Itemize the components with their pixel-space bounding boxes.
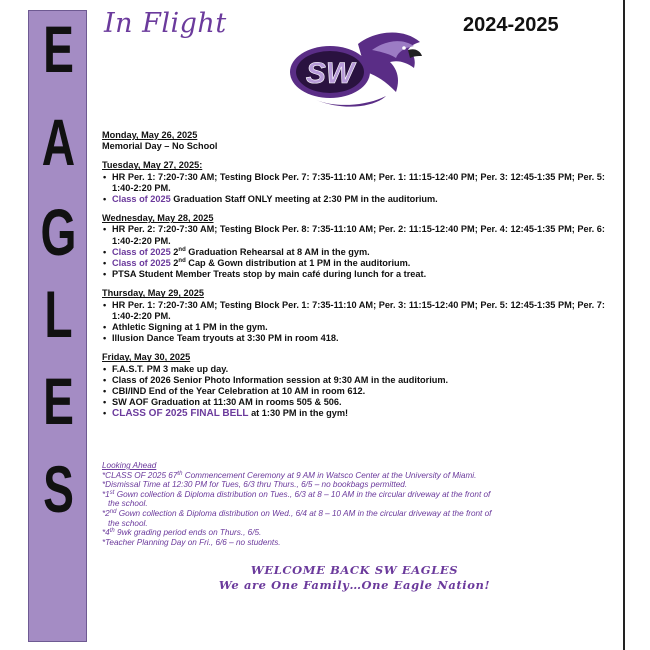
- sidebar-letter: S: [43, 452, 74, 526]
- schedule-item: • SW AOF Graduation at 11:30 AM in rooms 505 & 506.: [102, 397, 607, 408]
- schedule-item: • CLASS OF 2025 FINAL BELL at 1:30 PM in the gym!: [102, 408, 607, 419]
- eagle-logo: [286, 22, 426, 110]
- day-heading: Thursday, May 29, 2025: [102, 288, 204, 299]
- schedule-item: • Class of 2025 2nd Graduation Rehearsal at 8 AM in the gym.: [102, 247, 607, 258]
- looking-ahead-line: *Teacher Planning Day on Fri., 6/6 – no students.: [102, 537, 281, 547]
- looking-ahead-line: *2nd Gown collection & Diploma distribution on Wed., 6/4 at 8 – 10 AM in the circular driveway at the front of: [102, 508, 492, 518]
- day-heading: Friday, May 30, 2025: [102, 352, 191, 363]
- sidebar-letter: E: [43, 364, 74, 438]
- day-heading: Wednesday, May 28, 2025: [102, 213, 214, 224]
- schedule-item: • HR Per. 1: 7:20-7:30 AM; Testing Block Per. 7: 7:35-11:10 AM; Per. 1: 11:15-12:40 PM; Per. 3: 12:45-1:35 PM; Per. 5: 1:40-2:20 PM.: [102, 172, 607, 194]
- logo-text: SW: [305, 57, 355, 90]
- sidebar-letter: E: [43, 12, 74, 86]
- day-section: [102, 160, 607, 205]
- page-border: [623, 0, 625, 650]
- weekly-schedule: [102, 130, 607, 428]
- day-heading: Tuesday, May 27, 2025:: [102, 160, 203, 171]
- day-section: [102, 288, 607, 344]
- schedule-item: • HR Per. 2: 7:20-7:30 AM; Testing Block Per. 8: 7:35-11:10 AM; Per. 2: 11:15-12:40 PM; Per. 4: 12:45-1:35 PM; Per. 6: 1:40-2:20 PM.: [102, 224, 607, 246]
- schedule-item: • HR Per. 1: 7:20-7:30 AM; Testing Block Per. 1: 7:35-11:10 AM; Per. 3: 11:15-12:40 PM; Per. 5: 12:45-1:35 PM; Per. 7: 1:40-2:20 PM.: [102, 300, 607, 322]
- schedule-item: • Class of 2025 2nd Cap & Gown distribution at 1 PM in the auditorium.: [102, 258, 607, 269]
- day-section: [102, 352, 607, 419]
- sidebar-letter: G: [40, 195, 77, 269]
- day-section: [102, 213, 607, 280]
- looking-ahead-heading: Looking Ahead: [102, 461, 157, 470]
- schedule-item: • CBI/IND End of the Year Celebration at 10 AM in room 612.: [102, 386, 607, 397]
- sidebar-letter: L: [44, 277, 73, 351]
- newsletter-title: In Flight: [104, 8, 227, 39]
- looking-ahead-line: *CLASS OF 2025 67th Commencement Ceremony at 9 AM in Watsco Center at the University of Miami.: [102, 470, 477, 480]
- sidebar-letter: A: [41, 105, 76, 179]
- looking-ahead: [102, 461, 602, 547]
- welcome-banner: WELCOME BACK SW EAGLES: [250, 563, 459, 577]
- schedule-item: • Illusion Dance Team tryouts at 3:30 PM in room 418.: [102, 333, 607, 344]
- looking-ahead-line: *4th 9wk grading period ends on Thurs., 6/5.: [102, 528, 262, 538]
- schedule-item: • Class of 2026 Senior Photo Information session at 9:30 AM in the auditorium.: [102, 375, 607, 386]
- looking-ahead-line: *1st Gown collection & Diploma distribution on Tues., 6/3 at 8 – 10 AM in the circular driveway at the front of: [102, 489, 491, 499]
- looking-ahead-line: the school.: [108, 499, 148, 509]
- schedule-item: • F.A.S.T. PM 3 make up day.: [102, 364, 607, 375]
- day-section: [102, 130, 607, 152]
- eagles-sidebar: [28, 10, 87, 642]
- looking-ahead-line: the school.: [108, 518, 148, 528]
- schedule-item: • Class of 2025 Graduation Staff ONLY meeting at 2:30 PM in the auditorium.: [102, 194, 607, 205]
- school-year: 2024-2025: [463, 14, 559, 36]
- schedule-item: • Athletic Signing at 1 PM in the gym.: [102, 322, 607, 333]
- schedule-item: • PTSA Student Member Treats stop by main café during lunch for a treat.: [102, 269, 607, 280]
- day-heading: Monday, May 26, 2025: [102, 130, 198, 140]
- slogan-banner: We are One Family…One Eagle Nation!: [218, 578, 491, 592]
- looking-ahead-line: *Dismissal Time at 12:30 PM for Tues, 6/3 thru Thurs., 6/5 – no bookbags permitted.: [102, 480, 408, 490]
- day-note: Memorial Day – No School: [102, 141, 218, 152]
